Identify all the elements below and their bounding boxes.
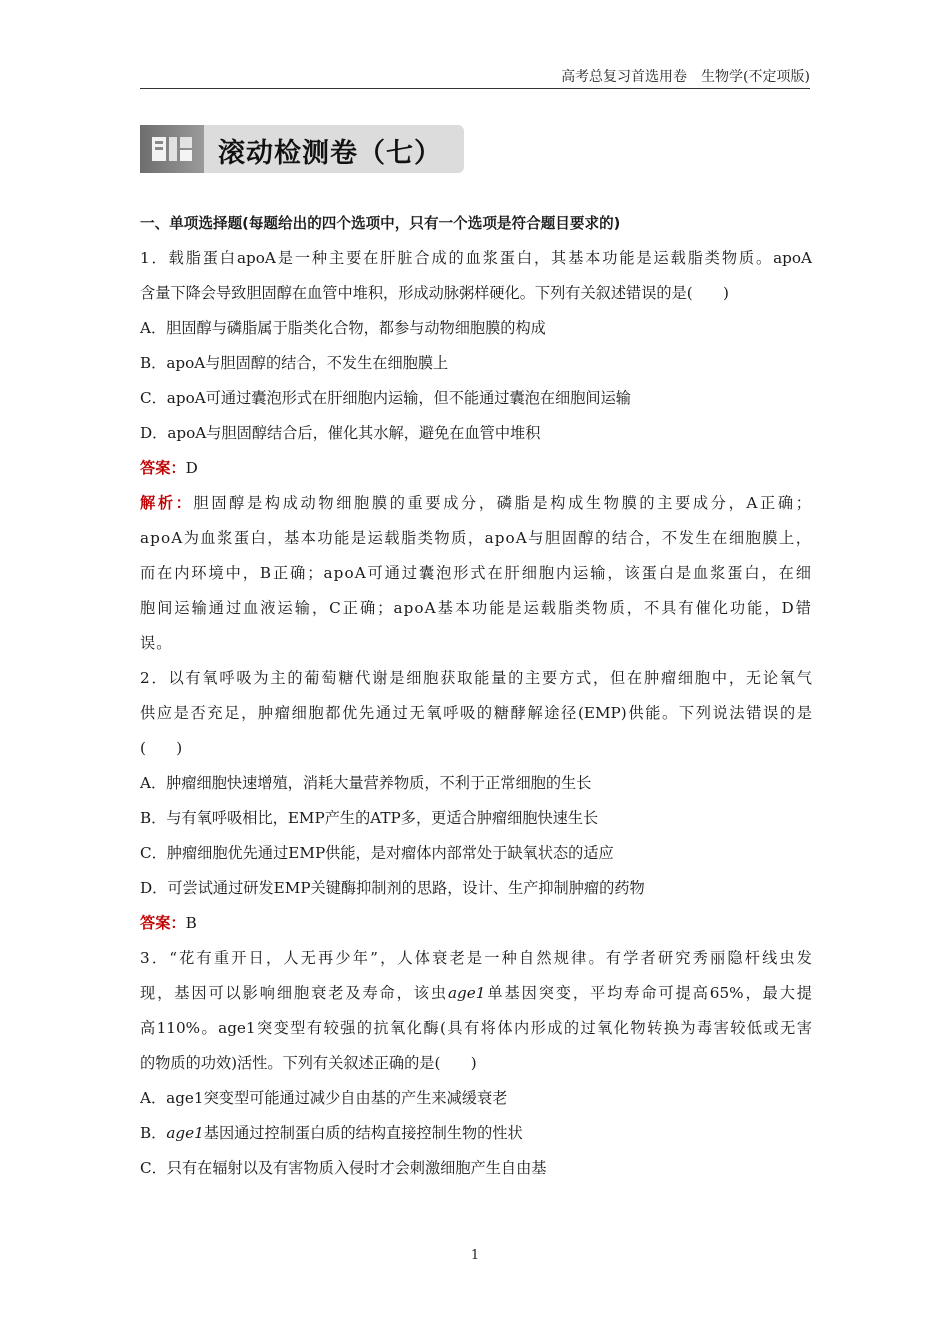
option-text: 基因通过控制蛋白质的结构直接控制生物的性状 [203,1124,523,1142]
q3-option-a: A．age1突变型可能通过减少自由基的产生来减缓衰老 [140,1089,508,1107]
q1-answer [140,451,812,486]
q1-option-b: B．apoA与胆固醇的结合，不发生在细胞膜上 [140,354,449,372]
q1-analysis-line [140,486,812,521]
q2-stem-line: 供应是否充足，肿瘤细胞都优先通过无氧呼吸的糖酵解途径(EMP)供能。下列说法错误的是 [140,704,812,722]
q3-stem-text: 现，基因可以影响细胞衰老及寿命，该虫 [140,984,448,1002]
q2-option-b: B．与有氧呼吸相比，EMP产生的ATP多，更适合肿瘤细胞快速生长 [140,809,599,827]
q2-option-a: A．肿瘤细胞快速增殖，消耗大量营养物质，不利于正常细胞的生长 [140,774,592,792]
banner-badge [140,125,204,173]
analysis-text: 胆固醇是构成动物细胞膜的重要成分，磷脂是构成生物膜的主要成分，A正确； [193,494,812,512]
q1-analysis-line: 误。 [140,634,173,652]
q3-stem-line: 高110%。age1突变型有较强的抗氧化酶(具有将体内形成的过氧化物转换为毒害较低或无害 [140,1019,812,1037]
title-banner [140,125,464,173]
q2-option-c: C．肿瘤细胞优先通过EMP供能，是对瘤体内部常处于缺氧状态的适应 [140,844,614,862]
section-heading: 一、单项选择题(每题给出的四个选项中，只有一个选项是符合题目要求的) [140,215,621,232]
running-header: 高考总复习首选用卷 生物学(不定项版) [561,69,810,85]
document-body [140,206,812,1186]
q3-option-c: C．只有在辐射以及有害物质入侵时才会刺激细胞产生自由基 [140,1159,547,1177]
q3-stem-line [140,976,812,1011]
q3-option-b [140,1116,812,1151]
gene-name: age1 [166,1124,204,1142]
q1-stem-line: 1．载脂蛋白apoA是一种主要在肝脏合成的血浆蛋白，其基本功能是运载脂类物质。apoA [140,249,812,267]
page-number: 1 [470,1248,480,1263]
q1-option-d: D．apoA与胆固醇结合后，催化其水解，避免在血管中堆积 [140,424,541,442]
exam-title: 滚动检测卷（七） [218,138,442,169]
header-rule [140,88,810,89]
answer-label: 答案： [140,914,186,932]
q2-answer [140,906,812,941]
q2-stem-line: 2．以有氧呼吸为主的葡萄糖代谢是细胞获取能量的主要方式，但在肿瘤细胞中，无论氧气 [140,669,812,687]
option-prefix: B． [140,1124,167,1142]
q1-option-a: A．胆固醇与磷脂属于脂类化合物，都参与动物细胞膜的构成 [140,319,546,337]
q1-stem-line: 含量下降会导致胆固醇在血管中堆积，形成动脉粥样硬化。下列有关叙述错误的是( ) [140,284,729,302]
answer-value: D [185,459,198,477]
q1-analysis-line: apoA为血浆蛋白，基本功能是运载脂类物质，apoA与胆固醇的结合，不发生在细胞膜上， [140,529,812,547]
q3-stem-line: 的物质的功效)活性。下列有关叙述正确的是( ) [140,1054,477,1072]
answer-value: B [185,914,197,932]
q1-option-c: C．apoA可通过囊泡形式在肝细胞内运输，但不能通过囊泡在细胞间运输 [140,389,631,407]
q1-analysis-line: 而在内环境中，B正确；apoA可通过囊泡形式在肝细胞内运输，该蛋白是血浆蛋白，在细 [140,564,812,582]
q2-option-d: D．可尝试通过研发EMP关键酶抑制剂的思路，设计、生产抑制肿瘤的药物 [140,879,645,897]
gene-name: age1 [448,984,486,1002]
document-logo-icon [150,133,194,165]
analysis-label: 解析： [140,494,194,512]
q1-analysis-line: 胞间运输通过血液运输，C正确；apoA基本功能是运载脂类物质，不具有催化功能，D错 [140,599,812,617]
q3-stem-line: 3．“花有重开日，人无再少年”，人体衰老是一种自然规律。有学者研究秀丽隐杆线虫发 [140,949,812,967]
q2-stem-line: ( ) [140,739,183,757]
q3-stem-text: 单基因突变，平均寿命可提高65%，最大提 [485,984,812,1002]
answer-label: 答案： [140,459,186,477]
